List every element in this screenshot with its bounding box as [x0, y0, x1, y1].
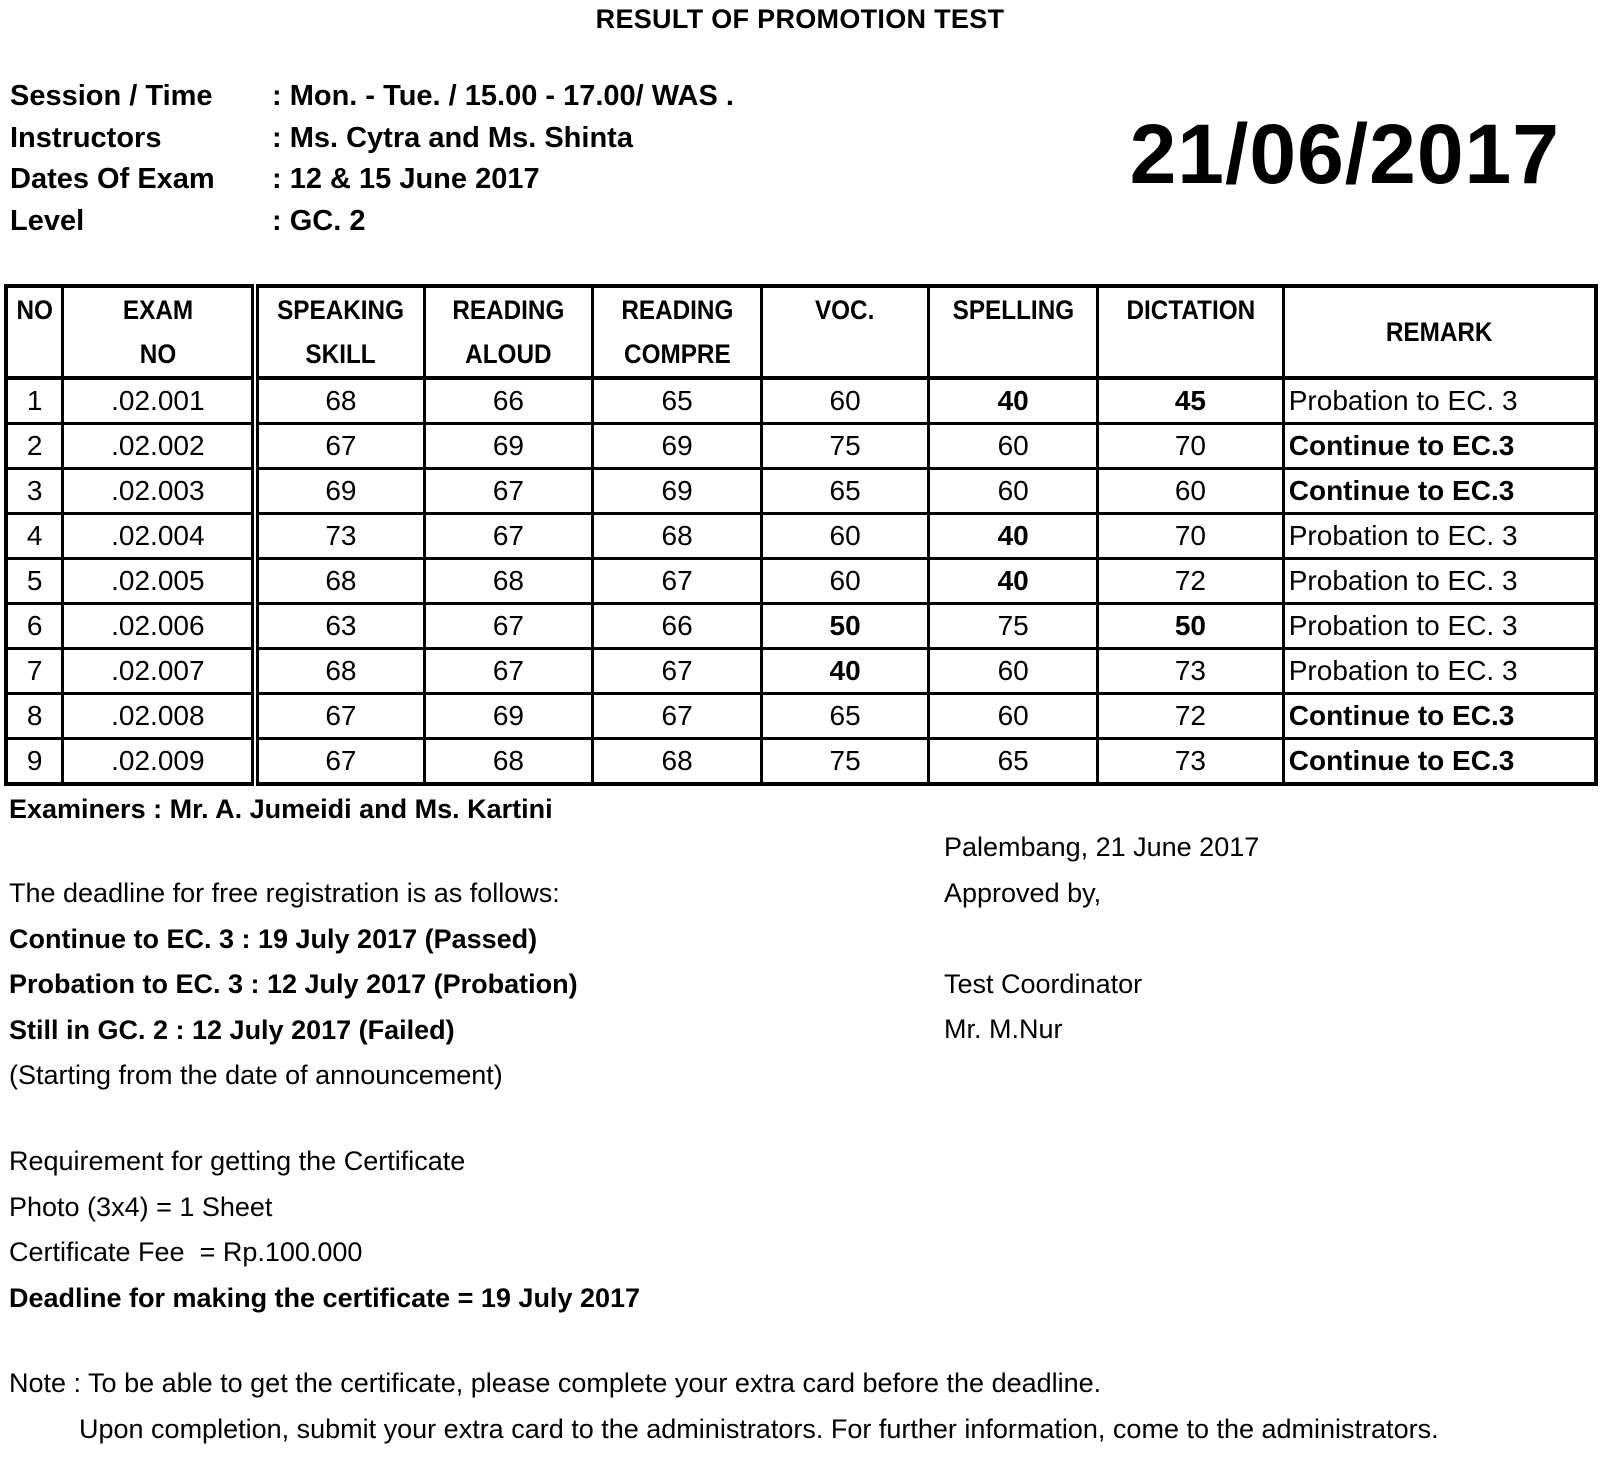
cell-spelling: 65 — [929, 739, 1098, 785]
cell-spelling: 75 — [929, 604, 1098, 649]
table-row — [6, 424, 1596, 469]
table-row — [6, 559, 1596, 604]
cell-reading-compre: 65 — [593, 378, 762, 424]
cell-no: 5 — [6, 559, 63, 604]
cell-reading-compre: 69 — [593, 424, 762, 469]
header-speaking-skill: SPEAKING SKILL — [264, 286, 416, 378]
cell-reading-compre: 68 — [593, 514, 762, 559]
cell-speaking: 73 — [255, 514, 424, 559]
cell-reading-aloud: 67 — [424, 649, 593, 694]
level-label: Level — [10, 204, 85, 237]
cell-exam-no: .02.002 — [63, 424, 255, 469]
cell-voc: 60 — [761, 378, 928, 424]
cell-voc: 40 — [761, 649, 928, 694]
cell-voc: 75 — [761, 424, 928, 469]
table-row — [6, 514, 1596, 559]
cell-no: 9 — [6, 739, 63, 785]
cell-no: 6 — [6, 604, 63, 649]
registration-starting: (Starting from the date of announcement) — [9, 1060, 503, 1090]
cell-voc: 60 — [761, 514, 928, 559]
cell-reading-compre: 67 — [593, 694, 762, 739]
session-value: : Mon. - Tue. / 15.00 - 17.00/ WAS . — [272, 80, 734, 112]
header-exam-no: EXAM NO — [73, 286, 246, 378]
cell-no: 1 — [6, 378, 63, 424]
examiners: Examiners : Mr. A. Jumeidi and Ms. Kartini — [9, 794, 553, 824]
results-table — [4, 284, 1598, 786]
registration-still: Still in GC. 2 : 12 July 2017 (Failed) — [9, 1014, 455, 1045]
coordinator-name: Mr. M.Nur — [944, 1014, 1063, 1044]
certificate-photo: Photo (3x4) = 1 Sheet — [9, 1191, 273, 1222]
cell-reading-compre: 67 — [593, 649, 762, 694]
cell-dictation: 70 — [1098, 514, 1284, 559]
table-row — [6, 694, 1596, 739]
cell-reading-compre: 68 — [593, 739, 762, 785]
cell-exam-no: .02.008 — [63, 694, 255, 739]
cell-reading-aloud: 67 — [424, 469, 593, 514]
cell-dictation: 60 — [1098, 469, 1284, 514]
cell-spelling: 60 — [929, 694, 1098, 739]
cell-speaking: 68 — [255, 559, 424, 604]
cell-remark: Probation to EC. 3 — [1283, 378, 1596, 424]
cell-speaking: 67 — [255, 694, 424, 739]
cell-voc: 50 — [761, 604, 928, 649]
place-date: Palembang, 21 June 2017 — [944, 832, 1260, 862]
table-row — [6, 469, 1596, 514]
cell-speaking: 69 — [255, 469, 424, 514]
cell-exam-no: .02.007 — [63, 649, 255, 694]
cell-dictation: 73 — [1098, 739, 1284, 785]
cell-spelling: 60 — [929, 469, 1098, 514]
cell-remark: Probation to EC. 3 — [1283, 514, 1596, 559]
cell-voc: 65 — [761, 469, 928, 514]
cell-reading-aloud: 66 — [424, 378, 593, 424]
cell-remark: Continue to EC.3 — [1283, 739, 1596, 785]
cell-dictation: 72 — [1098, 694, 1284, 739]
cell-reading-compre: 69 — [593, 469, 762, 514]
dates-value: : 12 & 15 June 2017 — [272, 163, 540, 195]
registration-probation: Probation to EC. 3 : 12 July 2017 (Probation) — [9, 969, 578, 999]
table-row — [6, 378, 1596, 424]
cell-reading-aloud: 67 — [424, 514, 593, 559]
cell-exam-no: .02.009 — [63, 739, 255, 785]
cell-reading-compre: 67 — [593, 559, 762, 604]
cell-spelling: 40 — [929, 559, 1098, 604]
cell-remark: Continue to EC.3 — [1283, 424, 1596, 469]
approval-spacer — [944, 923, 1259, 969]
cell-dictation: 70 — [1098, 424, 1284, 469]
registration-continue: Continue to EC. 3 : 19 July 2017 (Passed) — [9, 923, 538, 954]
cell-speaking: 63 — [255, 604, 424, 649]
cell-speaking: 67 — [255, 739, 424, 785]
cell-reading-aloud: 69 — [424, 694, 593, 739]
cell-dictation: 73 — [1098, 649, 1284, 694]
cell-exam-no: .02.001 — [63, 378, 255, 424]
cell-dictation: 50 — [1098, 604, 1284, 649]
note — [9, 1368, 1439, 1459]
cell-no: 3 — [6, 469, 63, 514]
approved-by: Approved by, — [944, 877, 1102, 908]
cell-dictation: 45 — [1098, 378, 1284, 424]
header-reading-compre: READING COMPRE — [601, 286, 753, 378]
cell-speaking: 68 — [255, 378, 424, 424]
approval-block — [944, 832, 1259, 1060]
note-line-2: Upon completion, submit your extra card to the administrators. For further information, come to the administrators. — [79, 1413, 1439, 1444]
cell-exam-no: .02.005 — [63, 559, 255, 604]
cell-reading-aloud: 67 — [424, 604, 593, 649]
registration-intro: The deadline for free registration is as follows: — [9, 878, 560, 908]
cell-spelling: 40 — [929, 514, 1098, 559]
certificate-fee: Certificate Fee = Rp.100.000 — [9, 1237, 363, 1267]
table-row — [6, 739, 1596, 785]
level-value: : GC. 2 — [272, 204, 366, 237]
cell-spelling: 40 — [929, 378, 1098, 424]
header-voc: VOC. — [770, 286, 921, 378]
cell-reading-compre: 66 — [593, 604, 762, 649]
header-reading-aloud: READING ALOUD — [432, 286, 584, 378]
coordinator-role: Test Coordinator — [944, 968, 1143, 999]
cell-no: 2 — [6, 424, 63, 469]
cell-reading-aloud: 69 — [424, 424, 593, 469]
cell-reading-aloud: 68 — [424, 559, 593, 604]
cell-voc: 75 — [761, 739, 928, 785]
note-line-1: Note : To be able to get the certificate, please complete your extra card before the deadline. — [9, 1368, 1102, 1398]
page-title: RESULT OF PROMOTION TEST — [595, 4, 1005, 34]
cell-exam-no: .02.006 — [63, 604, 255, 649]
certificate-deadline: Deadline for making the certificate = 19 July 2017 — [9, 1282, 641, 1313]
cell-voc: 60 — [761, 559, 928, 604]
cell-dictation: 72 — [1098, 559, 1284, 604]
cell-voc: 65 — [761, 694, 928, 739]
cell-speaking: 67 — [255, 424, 424, 469]
dates-label: Dates Of Exam — [10, 163, 215, 195]
cell-no: 7 — [6, 649, 63, 694]
cell-remark: Probation to EC. 3 — [1283, 649, 1596, 694]
cell-remark: Probation to EC. 3 — [1283, 604, 1596, 649]
table-header-row — [6, 286, 1596, 378]
certificate-heading: Requirement for getting the Certificate — [9, 1146, 466, 1176]
cell-spelling: 60 — [929, 649, 1098, 694]
cell-exam-no: .02.004 — [63, 514, 255, 559]
cell-remark: Continue to EC.3 — [1283, 694, 1596, 739]
table-row — [6, 604, 1596, 649]
header-spelling: SPELLING — [937, 286, 1089, 378]
header-dictation: DICTATION — [1107, 286, 1274, 378]
instructors-label: Instructors — [10, 121, 162, 154]
cell-reading-aloud: 68 — [424, 739, 593, 785]
certificate-requirements — [9, 1146, 640, 1328]
announcement-date: 21/06/2017 — [1129, 107, 1560, 201]
cell-spelling: 60 — [929, 424, 1098, 469]
session-label: Session / Time — [10, 80, 213, 112]
cell-speaking: 68 — [255, 649, 424, 694]
cell-exam-no: .02.003 — [63, 469, 255, 514]
instructors-value: : Ms. Cytra and Ms. Shinta — [272, 121, 633, 154]
cell-remark: Probation to EC. 3 — [1283, 559, 1596, 604]
table-row — [6, 649, 1596, 694]
header-remark: REMARK — [1299, 286, 1580, 378]
registration-deadlines — [9, 878, 578, 1106]
cell-no: 8 — [6, 694, 63, 739]
cell-remark: Continue to EC.3 — [1283, 469, 1596, 514]
cell-no: 4 — [6, 514, 63, 559]
header-no: NO — [9, 286, 60, 378]
